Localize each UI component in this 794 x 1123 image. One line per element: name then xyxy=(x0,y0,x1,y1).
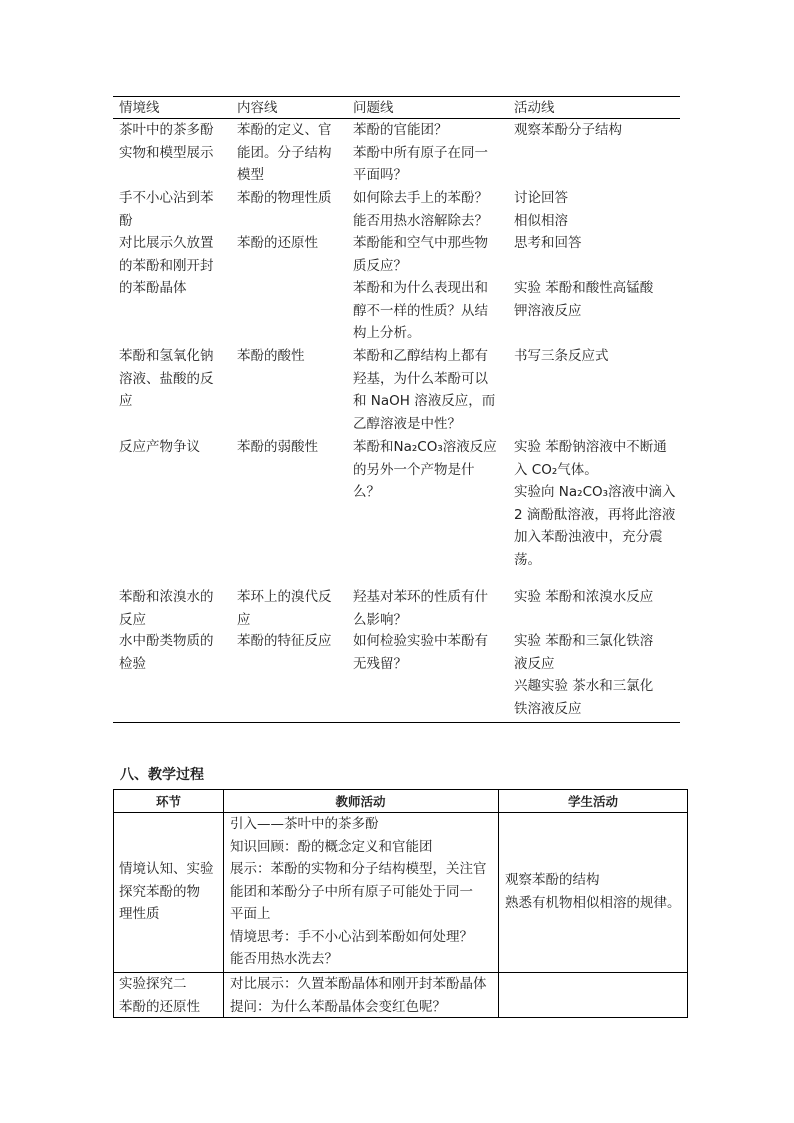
header-situation-line: 情境线 xyxy=(119,100,160,116)
table-cell: 苯酚的弱酸性 xyxy=(237,439,318,455)
section-heading: 八、教学过程 xyxy=(120,767,204,783)
table-cell: 手不小心沾到苯 酚 xyxy=(119,190,214,229)
table-cell: 茶叶中的茶多酚 实物和模型展示 xyxy=(119,122,214,161)
row1-teacher-activity: 引入——茶叶中的茶多酚 知识回顾：酚的概念定义和官能团 展示：苯酚的实物和分子结构模型，关注官 能团和苯酚分子中所有原子可能处于同一 平面上 情境思考：手不小心沾到苯酚如何处理？ 能否用热水洗去？ xyxy=(230,816,487,967)
header-activity-line: 活动线 xyxy=(514,100,555,116)
header-content-line: 内容线 xyxy=(237,100,278,116)
table-cell: 如何检验实验中苯酚有 无残留？ xyxy=(353,633,488,672)
table-cell: 苯酚能和空气中那些物 质反应？ 苯酚和为什么表现出和 醇不一样的性质？从结 构上分析。 xyxy=(353,235,488,341)
table-cell: 对比展示久放置 的苯酚和刚开封 的苯酚晶体 xyxy=(119,235,214,296)
row2-teacher-activity: 对比展示：久置苯酚晶体和刚开封苯酚晶体 提问：为什么苯酚晶体会变红色呢？ xyxy=(230,976,487,1015)
table-cell: 苯酚和浓溴水的 反应 xyxy=(119,589,214,628)
table-cell: 观察苯酚分子结构 xyxy=(514,122,622,138)
table-cell: 讨论回答 相似相溶 xyxy=(514,190,568,229)
header-stage: 环节 xyxy=(155,794,181,809)
overview-table xyxy=(113,96,680,723)
table-cell: 苯酚的物理性质 xyxy=(237,190,332,206)
table-cell: 实验 苯酚钠溶液中不断通 入 CO₂气体。 实验向 Na₂CO₃溶液中滴入 2 滴酚酞溶液，再将此溶液 加入苯酚浊液中，充分震 荡。 xyxy=(514,439,676,568)
table-cell: 实验 苯酚和浓溴水反应 xyxy=(514,589,654,605)
table-cell: 苯酚的酸性 xyxy=(237,348,305,364)
table-cell: 思考和回答 实验 苯酚和酸性高锰酸 钾溶液反应 xyxy=(514,235,654,319)
column-divider xyxy=(498,790,499,1017)
header-student-activity: 学生活动 xyxy=(567,794,618,809)
row1-stage: 情境认知、实验 探究苯酚的物 理性质 xyxy=(119,861,214,922)
column-divider xyxy=(223,790,224,1017)
table-cell: 羟基对苯环的性质有什 么影响？ xyxy=(353,589,488,628)
row1-student-activity: 观察苯酚的结构 熟悉有机物相似相溶的规律。 xyxy=(505,872,681,911)
table-cell: 苯酚和Na₂CO₃溶液反应 的另外一个产物是什 么？ xyxy=(353,439,497,500)
table-cell: 水中酚类物质的 检验 xyxy=(119,633,214,672)
table-cell: 苯酚和氢氧化钠 溶液、盐酸的反 应 xyxy=(119,348,214,409)
table-cell: 苯酚的定义、官 能团。分子结构 模型 xyxy=(237,122,332,183)
table-cell: 苯酚的特征反应 xyxy=(237,633,332,649)
teaching-process-table xyxy=(113,789,688,1018)
table-cell: 反应产物争议 xyxy=(119,439,200,455)
table-cell: 书写三条反应式 xyxy=(514,348,609,364)
header-question-line: 问题线 xyxy=(353,100,394,116)
table-cell: 苯酚的官能团？ 苯酚中所有原子在同一 平面吗？ xyxy=(353,122,488,183)
table-cell: 如何除去手上的苯酚？ 能否用热水溶解除去？ xyxy=(353,190,488,229)
table-cell: 实验 苯酚和三氯化铁溶 液反应 兴趣实验 茶水和三氯化 铁溶液反应 xyxy=(514,633,654,717)
header-teacher-activity: 教师活动 xyxy=(335,794,386,809)
row2-stage: 实验探究二 苯酚的还原性 xyxy=(119,976,200,1015)
table-cell: 苯环上的溴代反 应 xyxy=(237,589,332,628)
table-cell: 苯酚的还原性 xyxy=(237,235,318,251)
table-cell: 苯酚和乙醇结构上都有 羟基，为什么苯酚可以 和 NaOH 溶液反应，而 乙醇溶液是中性？ xyxy=(353,348,496,432)
